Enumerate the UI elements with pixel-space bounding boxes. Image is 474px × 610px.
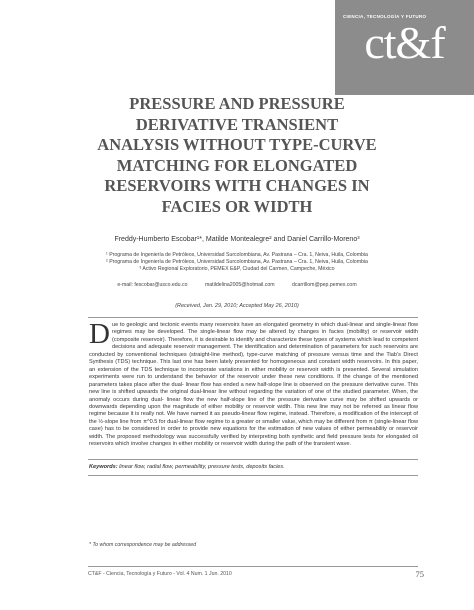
email-3[interactable]: dcarrillom@pep.pemex.com xyxy=(291,282,357,288)
page-footer xyxy=(88,569,424,579)
author-list: Freddy-Humberto Escobar¹*, Matilde Montealegre² and Daniel Carrillo-Moreno³ xyxy=(114,236,360,243)
keywords xyxy=(89,464,418,470)
email-line xyxy=(0,282,474,288)
abstract xyxy=(89,318,418,449)
title-line: ANALYSIS WITHOUT TYPE-CURVE xyxy=(97,135,377,154)
title-line: RESERVOIRS WITH CHANGES IN xyxy=(104,176,370,195)
paper-title xyxy=(40,94,434,217)
divider-top xyxy=(88,317,418,318)
divider-footer xyxy=(88,566,418,567)
dropcap: D xyxy=(89,318,110,350)
logo-mark: ct&f xyxy=(364,17,445,68)
divider-keywords-top xyxy=(88,459,418,460)
email-2[interactable]: matildelina2005@hotmail.com xyxy=(204,282,275,288)
affiliation-3: ³ Activo Regional Exploratorio, PEMEX E&P, Ciudad del Carmen, Campeche, México xyxy=(139,266,335,272)
keywords-text: linear flow, radial flow, permeability, pressure tests, deposits facies. xyxy=(117,464,285,470)
title-line: DERIVATIVE TRANSIENT xyxy=(135,114,339,134)
affiliation-2: ² Programa de Ingeniería de Petróleos, Universidad Surcolombiana, Av. Pastrana – Cra. 1, Neiva, Huila, Colombia xyxy=(106,259,368,265)
title-line: FACIES OR WIDTH xyxy=(161,196,313,216)
page-number: 75 xyxy=(415,569,424,579)
logo-tagline: CIENCIA, TECNOLOGÍA Y FUTURO xyxy=(343,14,427,19)
title-line: MATCHING FOR ELONGATED xyxy=(116,155,358,175)
email-1[interactable]: e-mail: fescobar@usco.edu.co xyxy=(117,282,188,288)
keywords-label: Keywords: xyxy=(89,464,118,470)
affiliation-1: ¹ Programa de Ingeniería de Petróleos, Universidad Surcolombiana, Av. Pastrana – Cra. 1, Neiva, Huila, Colombia xyxy=(106,252,368,258)
title-line: PRESSURE AND PRESSURE xyxy=(129,94,345,113)
footer-journal: CT&F - Ciencia, Tecnología y Futuro - Vol. 4 Num. 1 Jun. 2010 xyxy=(88,571,232,577)
received-dates: (Received, Jan. 29, 2010; Accepted May 26, 2010) xyxy=(175,303,299,309)
divider-keywords-bottom xyxy=(88,475,418,476)
journal-logo xyxy=(335,0,474,95)
correspondence-footnote: * To whom correspondence may be addressed xyxy=(89,542,197,548)
abstract-text: ue to geologic and tectonic events many reservoirs have an elongated geometry in which dual-linear and single-linear flow regimes may be developed. The single-linear flow may be altered by changes in facies (mobility) or reservoir width (composite reservoir). Therefore, it is desirable to identify and characterize these types of systems which lead to competent decisions and adequate reservoir management. The identification and determination of parameters for such reservoirs are conducted by conventional techniques (straight-line method), type-curve matching of pressure versus time and the Tiab's Direct Synthesis (TDS) technique. This last one has been lately presented for homogeneous and constant width reservoirs. In this paper, an extension of the TDS technique to incorporate variations in either mobility or reservoir width is presented. Several simulation experiments were run to understand the behavior of the reservoir under these new conditions. If the change of the mentioned parameters takes place after the dual- linear flow has ended a new half-slope line is observed on the pressure derivative curve. This new line is shifted upwards the original dual-linear line without regarding the variation of one of the studied parameter. When, the anomaly occurs during dual- linear flow the new half-slope line of the pressure derivative curve may be shifted upwards or downwards depending upon the magnitude of either mobility or reservoir width. This new line may not be referred as linear flow regime because it is really not. We have named it as pseudo-linear flow regime, instead. Therefore, a modification of the intercept of the ½-slope line from π^0.5 for dual-linear flow regime to a greater or smaller value, which may be different from π (single-linear flow case) has to be considered in order to provide new equations for the estimation of new values of either permeability or reservoir width. The proposed methodology was successfully verified by interpreting both synthetic and field pressure tests for elongated oil reservoirs which involve changes in either mobility or reservoir width during the path of the transient wave. xyxy=(89,322,418,448)
